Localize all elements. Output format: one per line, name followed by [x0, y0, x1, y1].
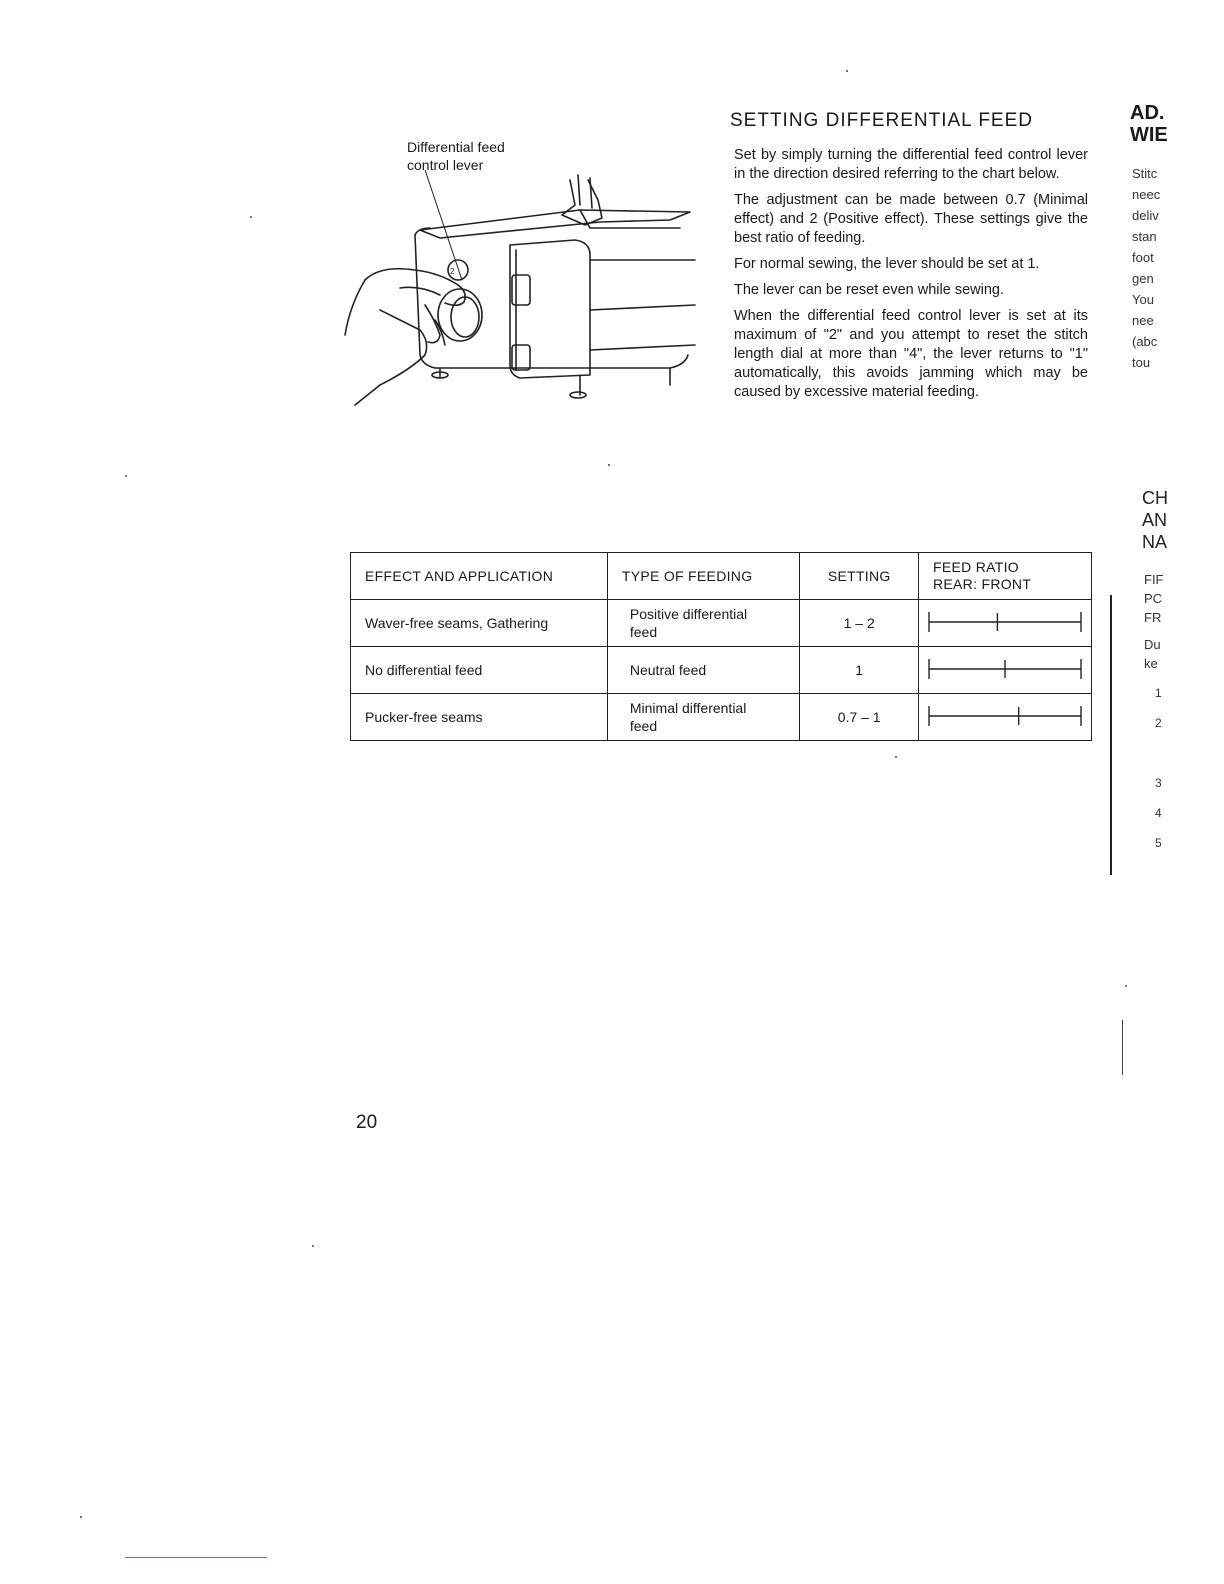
cell-ratio — [919, 647, 1092, 694]
scan-speck — [846, 70, 848, 72]
side-text-line: neec — [1132, 187, 1161, 202]
cell-type — [607, 694, 800, 741]
paragraph: For normal sewing, the lever should be set at 1. — [734, 256, 1040, 272]
table-header-row — [351, 553, 1092, 600]
feed-ratio-diagram — [925, 701, 1085, 731]
side-text-line: nee — [1132, 313, 1154, 328]
cell-type — [607, 647, 800, 694]
side-heading2-line: CH — [1142, 488, 1168, 508]
differential-feed-table — [350, 552, 1092, 741]
header-ratio-line2: REAR: FRONT — [933, 576, 1032, 592]
cell-type-line1: Minimal differential — [629, 700, 747, 716]
serger-illustration — [340, 170, 710, 410]
figure-label-line1: Differential feed — [407, 139, 505, 155]
side-text-line: foot — [1132, 250, 1154, 265]
side-text-line: tou — [1132, 355, 1151, 370]
cell-type — [607, 600, 800, 647]
header-setting: SETTING — [800, 553, 919, 600]
header-effect: EFFECT AND APPLICATION — [351, 553, 608, 600]
svg-text:2: 2 — [450, 267, 455, 276]
side-number: 4 — [1155, 806, 1162, 820]
scan-speck — [125, 475, 127, 477]
side-list — [1144, 570, 1184, 673]
section-body — [734, 146, 1088, 409]
cell-setting: 1 – 2 — [800, 600, 919, 647]
side-text-line: gen — [1132, 271, 1154, 286]
section-title: SETTING DIFFERENTIAL FEED — [730, 110, 1033, 131]
cell-effect: Waver-free seams, Gathering — [351, 600, 608, 647]
side-list-line: FIF — [1144, 572, 1164, 587]
bottom-rule — [125, 1557, 267, 1558]
cell-effect: Pucker-free seams — [351, 694, 608, 741]
scan-speck — [608, 464, 610, 466]
side-text-line: (abc — [1132, 334, 1158, 349]
scan-speck — [312, 1245, 314, 1247]
paragraph: Set by simply turning the differential feed control lever in the direction desired referring to the chart below. — [734, 147, 1088, 182]
side-number: 5 — [1155, 836, 1162, 850]
table-row — [351, 647, 1092, 694]
paragraph: When the differential feed control lever is set at its maximum of "2" and you attempt to reset the stitch length dial at more than "4", the lever returns to "1" automatically, this avoids jamming which may be caused by excessive material feeding. — [734, 308, 1088, 400]
side-heading2-line: AN — [1142, 510, 1168, 530]
margin-rule — [1110, 595, 1112, 875]
cell-type-line1: Neutral feed — [629, 662, 707, 678]
scan-speck — [80, 1516, 82, 1518]
cell-setting: 1 — [800, 647, 919, 694]
side-list-line: PC — [1144, 591, 1163, 606]
side-heading-2 — [1142, 487, 1187, 553]
side-text — [1132, 163, 1177, 373]
side-number: 1 — [1155, 686, 1162, 700]
side-heading — [1130, 102, 1190, 146]
side-list-line: ke — [1144, 656, 1158, 671]
side-text-line: Stitc — [1132, 166, 1158, 181]
header-type: TYPE OF FEEDING — [607, 553, 800, 600]
scan-speck — [895, 756, 897, 758]
cell-setting: 0.7 – 1 — [800, 694, 919, 741]
scan-speck — [1125, 985, 1127, 987]
feed-ratio-diagram — [925, 654, 1085, 684]
cell-type-line2: feed — [629, 624, 658, 640]
side-heading-line1: AD. — [1130, 102, 1165, 124]
side-number: 3 — [1155, 776, 1162, 790]
side-heading2-line: NA — [1142, 532, 1168, 552]
table-row — [351, 694, 1092, 741]
header-ratio-line1: FEED RATIO — [933, 559, 1019, 575]
side-text-line: You — [1132, 292, 1154, 307]
cell-type-line1: Positive differential — [629, 606, 748, 622]
side-list-line: Du — [1144, 637, 1161, 652]
side-text-line: stan — [1132, 229, 1157, 244]
cell-type-line2: feed — [629, 718, 658, 734]
paragraph: The lever can be reset even while sewing. — [734, 282, 1005, 298]
spacer — [1155, 738, 1162, 768]
page-number: 20 — [356, 1112, 378, 1133]
side-text-line: deliv — [1132, 208, 1159, 223]
figure-label — [407, 138, 547, 174]
cell-effect: No differential feed — [351, 647, 608, 694]
cell-ratio — [919, 694, 1092, 741]
scan-speck — [250, 216, 252, 218]
side-numbers — [1155, 678, 1162, 858]
side-list-line: FR — [1144, 610, 1162, 625]
header-feed-ratio — [919, 553, 1092, 600]
figure-label-line2: control lever — [407, 157, 484, 173]
table-row — [351, 600, 1092, 647]
side-heading-line2: WIE — [1130, 124, 1168, 146]
cell-ratio — [919, 600, 1092, 647]
margin-rule — [1122, 1020, 1123, 1075]
feed-ratio-diagram — [925, 607, 1085, 637]
paragraph: The adjustment can be made between 0.7 (Minimal effect) and 2 (Positive effect). These settings give the best ratio of feeding. — [734, 192, 1088, 246]
spacer — [1144, 627, 1184, 635]
side-number: 2 — [1155, 716, 1162, 730]
